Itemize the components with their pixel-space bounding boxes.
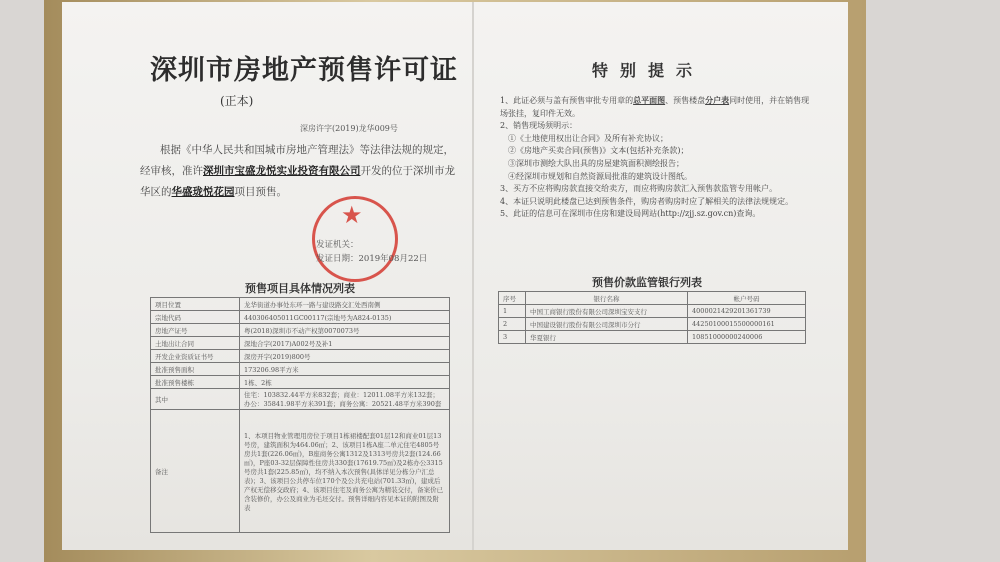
row-value: 住宅：103832.44平方米832套；商业：12011.08平方米132套；办公：35841.98平方米391套；商务公寓：20521.48平方米390套 bbox=[240, 389, 450, 410]
note-2-item: ②《房地产买卖合同(预售)》文本(包括补充条款)； bbox=[508, 146, 689, 156]
table-row bbox=[151, 337, 450, 350]
table-row bbox=[151, 311, 450, 324]
table-row bbox=[499, 331, 806, 344]
row-label: 宗地代码 bbox=[151, 311, 240, 324]
table-row bbox=[151, 298, 450, 311]
certificate-title: 深圳市房地产预售许可证 bbox=[150, 55, 458, 86]
issuer-label: 发证机关： bbox=[316, 240, 359, 250]
table-row bbox=[151, 363, 450, 376]
note-4: 4、本证只说明此楼盘已达到预售条件，购房者购房时应了解相关的法律法规规定。 bbox=[500, 196, 794, 206]
body-text: 项目预售。 bbox=[234, 186, 287, 198]
row-value: 173206.98平方米 bbox=[240, 363, 450, 376]
special-notes bbox=[500, 94, 810, 221]
row-value: 1栋、2栋 bbox=[240, 376, 450, 389]
cell: 中国建设银行股份有限公司深圳市分行 bbox=[526, 318, 688, 331]
row-label: 土地出让合同 bbox=[151, 337, 240, 350]
issue-date: 发证日期：2019年08月22日 bbox=[316, 254, 428, 264]
note-1: 1、此证必须与盖有预售审批专用章的总平面图、预售楼盘分户表同时使用，并在销售现场张挂，复印件无效。 bbox=[500, 95, 810, 118]
note-5: 5、此证的信息可在深圳市住房和建设局网站(http://zjj.sz.gov.cn)查询。 bbox=[500, 209, 761, 219]
original-copy-label: (正本) bbox=[220, 94, 254, 108]
column-header: 帐户号码 bbox=[688, 292, 806, 305]
row-label: 其中 bbox=[151, 389, 240, 410]
table-row bbox=[151, 410, 450, 533]
row-label: 批准预售面积 bbox=[151, 363, 240, 376]
note-2-item: ③深圳市测绘大队出具的房屋建筑面积测绘报告； bbox=[508, 158, 684, 168]
cell: 10851000000240006 bbox=[688, 331, 806, 344]
row-value: 龙华街道办事处东环一路与建设路交汇处西南侧 bbox=[240, 298, 450, 311]
page-divider bbox=[472, 2, 474, 550]
row-label: 批准预售楼栋 bbox=[151, 376, 240, 389]
cell: 中国工商银行股份有限公司深圳宝安支行 bbox=[526, 305, 688, 318]
official-seal bbox=[312, 196, 398, 282]
note-2-item: ④经深圳市规划和自然资源局批准的建筑设计图纸。 bbox=[508, 171, 692, 181]
project-name: 华盛珑悦花园 bbox=[171, 186, 235, 198]
note-2: 2、销售现场须明示： bbox=[500, 121, 578, 131]
note-2-item: ①《土地使用权出让合同》及所有补充协议； bbox=[508, 133, 668, 143]
project-details-table bbox=[150, 297, 450, 533]
cell: 4000021429201361739 bbox=[688, 305, 806, 318]
cell: 华夏银行 bbox=[526, 331, 688, 344]
cell: 1 bbox=[499, 305, 526, 318]
cell: 3 bbox=[499, 331, 526, 344]
row-value: 粤(2018)深圳市不动产权第0070073号 bbox=[240, 324, 450, 337]
row-label: 项目位置 bbox=[151, 298, 240, 311]
table-row bbox=[499, 318, 806, 331]
body-text: 开发的位于深圳市龙华区的 bbox=[140, 165, 455, 198]
row-label: 开发企业资质证书号 bbox=[151, 350, 240, 363]
column-header: 银行名称 bbox=[526, 292, 688, 305]
table-row bbox=[151, 376, 450, 389]
table-row bbox=[151, 350, 450, 363]
row-value: 深房开字(2019)800号 bbox=[240, 350, 450, 363]
star-icon: ★ bbox=[341, 201, 363, 229]
row-value: 1、本项目物业管理用房位于项目1栋裙楼配套01层12和商业01层13号房，建筑面积为464.06㎡；2、该项目1栋A座二单元住宅4805号房共1套(226.06㎡)，B座商务公寓1312及1313号房共2套(124.66㎡)，P座03-32层保障性住房共330套(17619.75㎡)及2栋办公3315号房共1套(225.85㎡)，均不纳入本次预售(具体详见分栋分户汇总表)；3、该项目公共停车位170个及公共充电站(701.33㎡)，建成后产权无偿移交政府；4、该项目住宅及商务公寓为精装交付，备案价已含装修价，办公及商业为毛坯交付。预售详细内容见本证的附图及附表 bbox=[240, 410, 450, 533]
body-text: 根据《中华人民共和国城市房地产管理法》等法律法规的规定，经审核，准许 bbox=[140, 144, 454, 177]
table-header bbox=[499, 292, 806, 305]
cell: 2 bbox=[499, 318, 526, 331]
column-header: 序号 bbox=[499, 292, 526, 305]
table-row bbox=[151, 389, 450, 410]
note-3: 3、买方不应将购房款直接交给卖方，而应将购房款汇入预售款监管专用帐户。 bbox=[500, 184, 778, 194]
row-label: 房地产证号 bbox=[151, 324, 240, 337]
project-table-title: 预售项目具体情况列表 bbox=[245, 282, 355, 295]
row-value: 深地合字(2017)A002号及补1 bbox=[240, 337, 450, 350]
company-name: 深圳市宝盛龙悦实业投资有限公司 bbox=[203, 165, 361, 177]
row-value: 440306405011GC00117(宗地号为A824-0135) bbox=[240, 311, 450, 324]
table-row bbox=[499, 305, 806, 318]
table-row bbox=[151, 324, 450, 337]
certificate-body bbox=[140, 140, 460, 203]
bank-table bbox=[498, 291, 806, 344]
bank-table-title: 预售价款监管银行列表 bbox=[592, 276, 702, 289]
cell: 44250100015500000161 bbox=[688, 318, 806, 331]
special-notice-title: 特别提示 bbox=[592, 61, 705, 80]
permit-number: 深房许字(2019)龙华009号 bbox=[300, 124, 398, 133]
row-label: 备注 bbox=[151, 410, 240, 533]
